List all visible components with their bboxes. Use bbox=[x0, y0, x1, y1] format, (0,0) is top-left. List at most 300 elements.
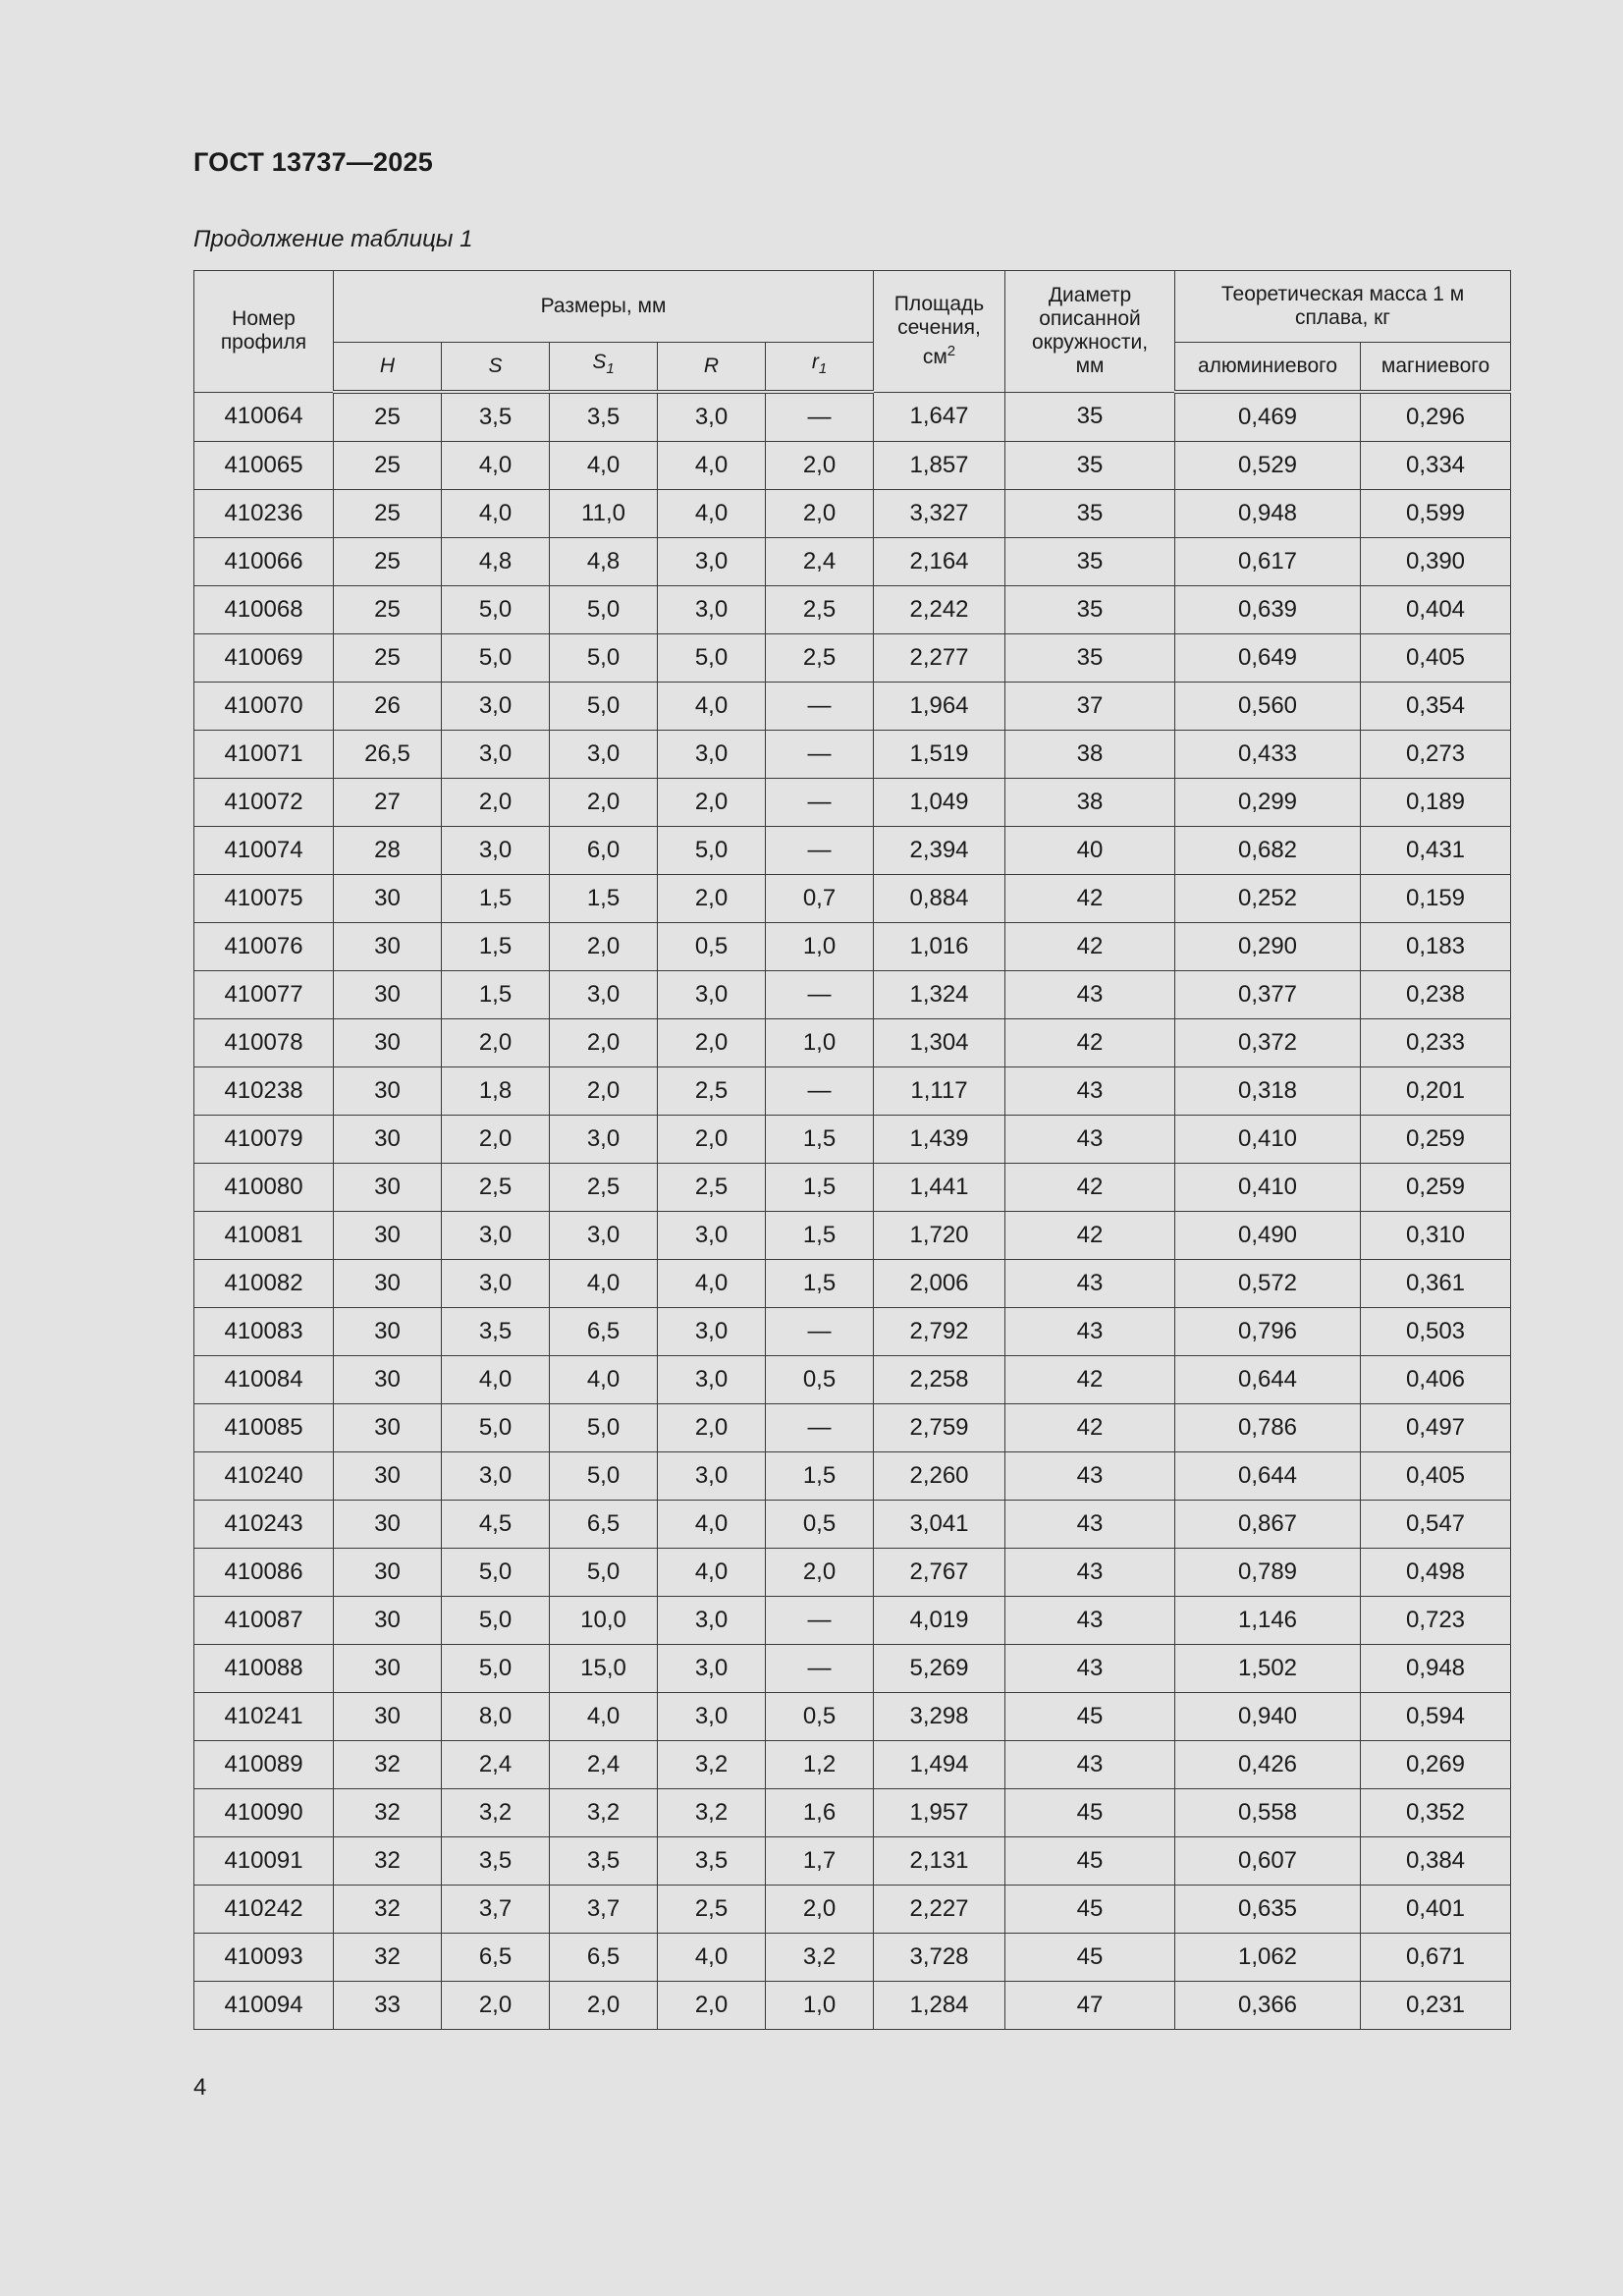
cell-S1: 2,0 bbox=[550, 779, 658, 827]
cell-diameter: 45 bbox=[1005, 1789, 1175, 1837]
cell-H: 30 bbox=[334, 1356, 442, 1404]
cell-section-area: 2,759 bbox=[874, 1404, 1005, 1452]
cell-profile-number: 410081 bbox=[194, 1212, 334, 1260]
cell-r1: 2,0 bbox=[766, 490, 874, 538]
cell-aluminium-mass: 0,469 bbox=[1175, 392, 1361, 442]
cell-S: 2,4 bbox=[442, 1741, 550, 1789]
cell-section-area: 3,327 bbox=[874, 490, 1005, 538]
cell-S1: 3,5 bbox=[550, 1837, 658, 1886]
cell-H: 30 bbox=[334, 1164, 442, 1212]
cell-magnesium-mass: 0,503 bbox=[1361, 1308, 1511, 1356]
cell-aluminium-mass: 0,572 bbox=[1175, 1260, 1361, 1308]
cell-section-area: 1,439 bbox=[874, 1116, 1005, 1164]
cell-R: 4,0 bbox=[658, 683, 766, 731]
cell-S1: 3,5 bbox=[550, 392, 658, 442]
cell-section-area: 2,792 bbox=[874, 1308, 1005, 1356]
cell-aluminium-mass: 0,410 bbox=[1175, 1164, 1361, 1212]
cell-r1: 1,5 bbox=[766, 1116, 874, 1164]
cell-diameter: 43 bbox=[1005, 1501, 1175, 1549]
cell-H: 30 bbox=[334, 923, 442, 971]
cell-R: 3,0 bbox=[658, 1452, 766, 1501]
cell-section-area: 3,728 bbox=[874, 1934, 1005, 1982]
cell-profile-number: 410240 bbox=[194, 1452, 334, 1501]
cell-S: 3,0 bbox=[442, 1260, 550, 1308]
cell-aluminium-mass: 1,146 bbox=[1175, 1597, 1361, 1645]
cell-r1: — bbox=[766, 1645, 874, 1693]
cell-S: 3,0 bbox=[442, 827, 550, 875]
cell-magnesium-mass: 0,723 bbox=[1361, 1597, 1511, 1645]
cell-section-area: 4,019 bbox=[874, 1597, 1005, 1645]
cell-H: 30 bbox=[334, 1308, 442, 1356]
header-section-area: Площадь сечения, $см^2$ bbox=[874, 271, 1005, 393]
cell-profile-number: 410089 bbox=[194, 1741, 334, 1789]
cell-diameter: 43 bbox=[1005, 1549, 1175, 1597]
cell-diameter: 42 bbox=[1005, 1404, 1175, 1452]
cell-magnesium-mass: 0,547 bbox=[1361, 1501, 1511, 1549]
table-row bbox=[194, 1116, 1511, 1164]
cell-r1: — bbox=[766, 1067, 874, 1116]
cell-magnesium-mass: 0,273 bbox=[1361, 731, 1511, 779]
cell-r1: 2,0 bbox=[766, 442, 874, 490]
cell-r1: 2,0 bbox=[766, 1549, 874, 1597]
cell-R: 3,0 bbox=[658, 1693, 766, 1741]
header-sizes-group: Размеры, мм bbox=[334, 271, 874, 343]
cell-diameter: 43 bbox=[1005, 1452, 1175, 1501]
cell-S: 3,0 bbox=[442, 731, 550, 779]
cell-r1: 0,7 bbox=[766, 875, 874, 923]
cell-H: 25 bbox=[334, 634, 442, 683]
cell-section-area: 1,304 bbox=[874, 1019, 1005, 1067]
cell-profile-number: 410068 bbox=[194, 586, 334, 634]
cell-aluminium-mass: 0,644 bbox=[1175, 1452, 1361, 1501]
cell-aluminium-mass: 0,796 bbox=[1175, 1308, 1361, 1356]
cell-r1: — bbox=[766, 827, 874, 875]
cell-S1: 2,0 bbox=[550, 1019, 658, 1067]
cell-R: 3,0 bbox=[658, 731, 766, 779]
cell-S1: 6,5 bbox=[550, 1501, 658, 1549]
table-row bbox=[194, 1982, 1511, 2030]
cell-R: 2,0 bbox=[658, 1404, 766, 1452]
cell-magnesium-mass: 0,497 bbox=[1361, 1404, 1511, 1452]
cell-section-area: 2,227 bbox=[874, 1886, 1005, 1934]
cell-S: 2,5 bbox=[442, 1164, 550, 1212]
cell-magnesium-mass: 0,233 bbox=[1361, 1019, 1511, 1067]
cell-R: 4,0 bbox=[658, 1549, 766, 1597]
cell-profile-number: 410074 bbox=[194, 827, 334, 875]
cell-S1: 11,0 bbox=[550, 490, 658, 538]
cell-magnesium-mass: 0,361 bbox=[1361, 1260, 1511, 1308]
cell-H: 32 bbox=[334, 1837, 442, 1886]
cell-r1: 1,5 bbox=[766, 1260, 874, 1308]
cell-S1: 5,0 bbox=[550, 1549, 658, 1597]
table-row bbox=[194, 1741, 1511, 1789]
table-row bbox=[194, 1693, 1511, 1741]
cell-S1: 4,8 bbox=[550, 538, 658, 586]
cell-R: 3,0 bbox=[658, 1212, 766, 1260]
table-body bbox=[194, 392, 1511, 2030]
cell-H: 30 bbox=[334, 1116, 442, 1164]
cell-R: 3,0 bbox=[658, 1645, 766, 1693]
cell-S: 2,0 bbox=[442, 1982, 550, 2030]
cell-r1: — bbox=[766, 971, 874, 1019]
cell-profile-number: 410243 bbox=[194, 1501, 334, 1549]
cell-magnesium-mass: 0,406 bbox=[1361, 1356, 1511, 1404]
cell-magnesium-mass: 0,671 bbox=[1361, 1934, 1511, 1982]
table-row bbox=[194, 827, 1511, 875]
cell-magnesium-mass: 0,431 bbox=[1361, 827, 1511, 875]
cell-S: 6,5 bbox=[442, 1934, 550, 1982]
cell-diameter: 42 bbox=[1005, 1164, 1175, 1212]
cell-r1: 1,6 bbox=[766, 1789, 874, 1837]
cell-S1: 6,5 bbox=[550, 1934, 658, 1982]
cell-r1: 1,5 bbox=[766, 1164, 874, 1212]
cell-S: 3,0 bbox=[442, 1452, 550, 1501]
cell-aluminium-mass: 1,502 bbox=[1175, 1645, 1361, 1693]
cell-aluminium-mass: 0,649 bbox=[1175, 634, 1361, 683]
table-row bbox=[194, 1164, 1511, 1212]
header-R: R bbox=[658, 343, 766, 393]
cell-magnesium-mass: 0,401 bbox=[1361, 1886, 1511, 1934]
cell-S1: 3,0 bbox=[550, 1116, 658, 1164]
cell-profile-number: 410241 bbox=[194, 1693, 334, 1741]
cell-S1: 5,0 bbox=[550, 634, 658, 683]
table-row bbox=[194, 1260, 1511, 1308]
cell-H: 30 bbox=[334, 1019, 442, 1067]
table-row bbox=[194, 442, 1511, 490]
cell-S1: 2,4 bbox=[550, 1741, 658, 1789]
cell-magnesium-mass: 0,384 bbox=[1361, 1837, 1511, 1886]
cell-R: 2,5 bbox=[658, 1067, 766, 1116]
cell-diameter: 35 bbox=[1005, 586, 1175, 634]
cell-section-area: 1,117 bbox=[874, 1067, 1005, 1116]
cell-aluminium-mass: 0,410 bbox=[1175, 1116, 1361, 1164]
cell-diameter: 45 bbox=[1005, 1934, 1175, 1982]
cell-S: 1,8 bbox=[442, 1067, 550, 1116]
cell-r1: 0,5 bbox=[766, 1356, 874, 1404]
table-caption: Продолжение таблицы 1 bbox=[193, 226, 473, 252]
cell-magnesium-mass: 0,594 bbox=[1361, 1693, 1511, 1741]
cell-S1: 4,0 bbox=[550, 442, 658, 490]
cell-aluminium-mass: 0,789 bbox=[1175, 1549, 1361, 1597]
table-row bbox=[194, 1789, 1511, 1837]
cell-r1: 1,2 bbox=[766, 1741, 874, 1789]
cell-S: 4,0 bbox=[442, 442, 550, 490]
cell-S1: 6,0 bbox=[550, 827, 658, 875]
cell-diameter: 35 bbox=[1005, 634, 1175, 683]
cell-S: 5,0 bbox=[442, 586, 550, 634]
cell-S: 5,0 bbox=[442, 1404, 550, 1452]
table-row bbox=[194, 1886, 1511, 1934]
cell-diameter: 35 bbox=[1005, 442, 1175, 490]
cell-section-area: 1,441 bbox=[874, 1164, 1005, 1212]
header-H: H bbox=[334, 343, 442, 393]
cell-magnesium-mass: 0,498 bbox=[1361, 1549, 1511, 1597]
cell-section-area: 1,519 bbox=[874, 731, 1005, 779]
cell-section-area: 2,258 bbox=[874, 1356, 1005, 1404]
cell-R: 4,0 bbox=[658, 490, 766, 538]
cell-R: 2,5 bbox=[658, 1164, 766, 1212]
cell-aluminium-mass: 0,607 bbox=[1175, 1837, 1361, 1886]
cell-magnesium-mass: 0,259 bbox=[1361, 1116, 1511, 1164]
cell-diameter: 47 bbox=[1005, 1982, 1175, 2030]
cell-S1: 5,0 bbox=[550, 1452, 658, 1501]
table-row bbox=[194, 971, 1511, 1019]
cell-section-area: 5,269 bbox=[874, 1645, 1005, 1693]
cell-aluminium-mass: 0,299 bbox=[1175, 779, 1361, 827]
header-r1: $r_1$ bbox=[766, 343, 874, 393]
cell-S: 3,0 bbox=[442, 683, 550, 731]
cell-R: 4,0 bbox=[658, 1934, 766, 1982]
cell-S: 2,0 bbox=[442, 1116, 550, 1164]
header-circumscribed-diameter: Диаметр описанной окружности, мм bbox=[1005, 271, 1175, 393]
cell-S1: 5,0 bbox=[550, 1404, 658, 1452]
cell-R: 3,0 bbox=[658, 538, 766, 586]
cell-r1: 1,0 bbox=[766, 1019, 874, 1067]
cell-S: 1,5 bbox=[442, 923, 550, 971]
cell-section-area: 1,284 bbox=[874, 1982, 1005, 2030]
cell-S1: 2,0 bbox=[550, 1067, 658, 1116]
header-S: S bbox=[442, 343, 550, 393]
cell-section-area: 2,260 bbox=[874, 1452, 1005, 1501]
cell-diameter: 37 bbox=[1005, 683, 1175, 731]
cell-aluminium-mass: 0,617 bbox=[1175, 538, 1361, 586]
cell-H: 30 bbox=[334, 971, 442, 1019]
cell-S1: 1,5 bbox=[550, 875, 658, 923]
cell-magnesium-mass: 0,352 bbox=[1361, 1789, 1511, 1837]
cell-aluminium-mass: 0,433 bbox=[1175, 731, 1361, 779]
cell-R: 3,0 bbox=[658, 971, 766, 1019]
cell-H: 25 bbox=[334, 392, 442, 442]
header-profile-number: Номер профиля bbox=[194, 271, 334, 393]
cell-R: 3,2 bbox=[658, 1789, 766, 1837]
table-row bbox=[194, 923, 1511, 971]
cell-diameter: 42 bbox=[1005, 875, 1175, 923]
cell-H: 25 bbox=[334, 586, 442, 634]
cell-diameter: 45 bbox=[1005, 1837, 1175, 1886]
cell-S: 5,0 bbox=[442, 1549, 550, 1597]
cell-S1: 6,5 bbox=[550, 1308, 658, 1356]
cell-H: 33 bbox=[334, 1982, 442, 2030]
cell-r1: 3,2 bbox=[766, 1934, 874, 1982]
cell-H: 30 bbox=[334, 1404, 442, 1452]
table-row bbox=[194, 392, 1511, 442]
cell-profile-number: 410238 bbox=[194, 1067, 334, 1116]
cell-H: 25 bbox=[334, 538, 442, 586]
cell-R: 4,0 bbox=[658, 1501, 766, 1549]
cell-magnesium-mass: 0,599 bbox=[1361, 490, 1511, 538]
cell-S1: 3,7 bbox=[550, 1886, 658, 1934]
cell-magnesium-mass: 0,390 bbox=[1361, 538, 1511, 586]
cell-section-area: 3,298 bbox=[874, 1693, 1005, 1741]
cell-magnesium-mass: 0,201 bbox=[1361, 1067, 1511, 1116]
cell-R: 5,0 bbox=[658, 827, 766, 875]
cell-S: 2,0 bbox=[442, 1019, 550, 1067]
cell-section-area: 1,494 bbox=[874, 1741, 1005, 1789]
cell-diameter: 35 bbox=[1005, 392, 1175, 442]
cell-profile-number: 410082 bbox=[194, 1260, 334, 1308]
cell-H: 25 bbox=[334, 490, 442, 538]
table-row bbox=[194, 875, 1511, 923]
cell-aluminium-mass: 0,529 bbox=[1175, 442, 1361, 490]
header-mass-group: Теоретическая масса 1 м сплава, кг bbox=[1175, 271, 1511, 343]
cell-H: 30 bbox=[334, 1645, 442, 1693]
cell-r1: — bbox=[766, 1404, 874, 1452]
cell-section-area: 2,164 bbox=[874, 538, 1005, 586]
table-row bbox=[194, 1404, 1511, 1452]
cell-R: 3,0 bbox=[658, 1356, 766, 1404]
cell-r1: 2,5 bbox=[766, 586, 874, 634]
cell-magnesium-mass: 0,269 bbox=[1361, 1741, 1511, 1789]
cell-S1: 3,0 bbox=[550, 971, 658, 1019]
cell-profile-number: 410069 bbox=[194, 634, 334, 683]
cell-profile-number: 410078 bbox=[194, 1019, 334, 1067]
table-row bbox=[194, 1549, 1511, 1597]
cell-diameter: 43 bbox=[1005, 1597, 1175, 1645]
cell-diameter: 43 bbox=[1005, 971, 1175, 1019]
cell-section-area: 2,242 bbox=[874, 586, 1005, 634]
table-row bbox=[194, 1837, 1511, 1886]
cell-profile-number: 410077 bbox=[194, 971, 334, 1019]
cell-profile-number: 410086 bbox=[194, 1549, 334, 1597]
cell-S1: 4,0 bbox=[550, 1260, 658, 1308]
cell-r1: 2,5 bbox=[766, 634, 874, 683]
cell-profile-number: 410071 bbox=[194, 731, 334, 779]
cell-aluminium-mass: 0,318 bbox=[1175, 1067, 1361, 1116]
cell-section-area: 1,016 bbox=[874, 923, 1005, 971]
header-S1: $S_1$ bbox=[550, 343, 658, 393]
cell-H: 32 bbox=[334, 1886, 442, 1934]
cell-R: 2,0 bbox=[658, 875, 766, 923]
cell-profile-number: 410079 bbox=[194, 1116, 334, 1164]
cell-diameter: 42 bbox=[1005, 1212, 1175, 1260]
cell-profile-number: 410242 bbox=[194, 1886, 334, 1934]
cell-r1: 1,0 bbox=[766, 1982, 874, 2030]
cell-r1: 1,5 bbox=[766, 1212, 874, 1260]
cell-S1: 2,0 bbox=[550, 923, 658, 971]
cell-diameter: 43 bbox=[1005, 1741, 1175, 1789]
cell-profile-number: 410093 bbox=[194, 1934, 334, 1982]
table-row bbox=[194, 1356, 1511, 1404]
table-row bbox=[194, 683, 1511, 731]
cell-H: 30 bbox=[334, 1693, 442, 1741]
page-number: 4 bbox=[193, 2074, 207, 2101]
cell-R: 2,0 bbox=[658, 1019, 766, 1067]
cell-r1: — bbox=[766, 392, 874, 442]
cell-r1: 2,0 bbox=[766, 1886, 874, 1934]
cell-aluminium-mass: 0,786 bbox=[1175, 1404, 1361, 1452]
cell-H: 30 bbox=[334, 1452, 442, 1501]
cell-diameter: 43 bbox=[1005, 1260, 1175, 1308]
cell-H: 26 bbox=[334, 683, 442, 731]
cell-S1: 5,0 bbox=[550, 683, 658, 731]
cell-section-area: 1,049 bbox=[874, 779, 1005, 827]
cell-profile-number: 410087 bbox=[194, 1597, 334, 1645]
cell-R: 2,0 bbox=[658, 1982, 766, 2030]
profiles-table bbox=[193, 270, 1511, 2030]
cell-H: 32 bbox=[334, 1741, 442, 1789]
cell-S1: 3,0 bbox=[550, 1212, 658, 1260]
cell-aluminium-mass: 0,644 bbox=[1175, 1356, 1361, 1404]
cell-S1: 4,0 bbox=[550, 1356, 658, 1404]
cell-S1: 3,2 bbox=[550, 1789, 658, 1837]
cell-magnesium-mass: 0,189 bbox=[1361, 779, 1511, 827]
cell-aluminium-mass: 0,682 bbox=[1175, 827, 1361, 875]
cell-profile-number: 410076 bbox=[194, 923, 334, 971]
cell-aluminium-mass: 0,377 bbox=[1175, 971, 1361, 1019]
cell-S: 4,0 bbox=[442, 1356, 550, 1404]
cell-H: 30 bbox=[334, 1597, 442, 1645]
cell-section-area: 2,131 bbox=[874, 1837, 1005, 1886]
cell-section-area: 2,394 bbox=[874, 827, 1005, 875]
cell-S: 5,0 bbox=[442, 1597, 550, 1645]
cell-R: 3,0 bbox=[658, 1597, 766, 1645]
cell-R: 3,2 bbox=[658, 1741, 766, 1789]
cell-profile-number: 410080 bbox=[194, 1164, 334, 1212]
cell-R: 2,0 bbox=[658, 779, 766, 827]
cell-r1: — bbox=[766, 731, 874, 779]
cell-r1: 1,5 bbox=[766, 1452, 874, 1501]
cell-aluminium-mass: 0,560 bbox=[1175, 683, 1361, 731]
cell-S: 3,5 bbox=[442, 392, 550, 442]
cell-S1: 10,0 bbox=[550, 1597, 658, 1645]
cell-magnesium-mass: 0,354 bbox=[1361, 683, 1511, 731]
cell-section-area: 1,324 bbox=[874, 971, 1005, 1019]
cell-profile-number: 410064 bbox=[194, 392, 334, 442]
cell-profile-number: 410066 bbox=[194, 538, 334, 586]
cell-H: 30 bbox=[334, 1501, 442, 1549]
cell-S: 2,0 bbox=[442, 779, 550, 827]
cell-profile-number: 410091 bbox=[194, 1837, 334, 1886]
cell-R: 0,5 bbox=[658, 923, 766, 971]
cell-magnesium-mass: 0,296 bbox=[1361, 392, 1511, 442]
table-row bbox=[194, 1019, 1511, 1067]
cell-profile-number: 410085 bbox=[194, 1404, 334, 1452]
cell-H: 30 bbox=[334, 1549, 442, 1597]
cell-R: 2,5 bbox=[658, 1886, 766, 1934]
cell-magnesium-mass: 0,231 bbox=[1361, 1982, 1511, 2030]
cell-magnesium-mass: 0,334 bbox=[1361, 442, 1511, 490]
table-row bbox=[194, 538, 1511, 586]
cell-profile-number: 410088 bbox=[194, 1645, 334, 1693]
cell-diameter: 43 bbox=[1005, 1308, 1175, 1356]
table-header bbox=[194, 271, 1511, 393]
table-row bbox=[194, 1501, 1511, 1549]
cell-diameter: 35 bbox=[1005, 538, 1175, 586]
cell-section-area: 1,647 bbox=[874, 392, 1005, 442]
cell-S1: 2,0 bbox=[550, 1982, 658, 2030]
cell-r1: 0,5 bbox=[766, 1693, 874, 1741]
cell-diameter: 43 bbox=[1005, 1067, 1175, 1116]
cell-S: 4,5 bbox=[442, 1501, 550, 1549]
cell-R: 4,0 bbox=[658, 1260, 766, 1308]
cell-H: 30 bbox=[334, 1260, 442, 1308]
table-row bbox=[194, 586, 1511, 634]
cell-section-area: 1,720 bbox=[874, 1212, 1005, 1260]
cell-R: 4,0 bbox=[658, 442, 766, 490]
cell-S: 3,5 bbox=[442, 1837, 550, 1886]
cell-r1: — bbox=[766, 1308, 874, 1356]
cell-S1: 3,0 bbox=[550, 731, 658, 779]
cell-aluminium-mass: 1,062 bbox=[1175, 1934, 1361, 1982]
cell-aluminium-mass: 0,490 bbox=[1175, 1212, 1361, 1260]
table-row bbox=[194, 634, 1511, 683]
cell-diameter: 42 bbox=[1005, 1356, 1175, 1404]
cell-S: 3,7 bbox=[442, 1886, 550, 1934]
cell-aluminium-mass: 0,558 bbox=[1175, 1789, 1361, 1837]
cell-section-area: 2,277 bbox=[874, 634, 1005, 683]
cell-r1: 1,0 bbox=[766, 923, 874, 971]
cell-diameter: 45 bbox=[1005, 1693, 1175, 1741]
